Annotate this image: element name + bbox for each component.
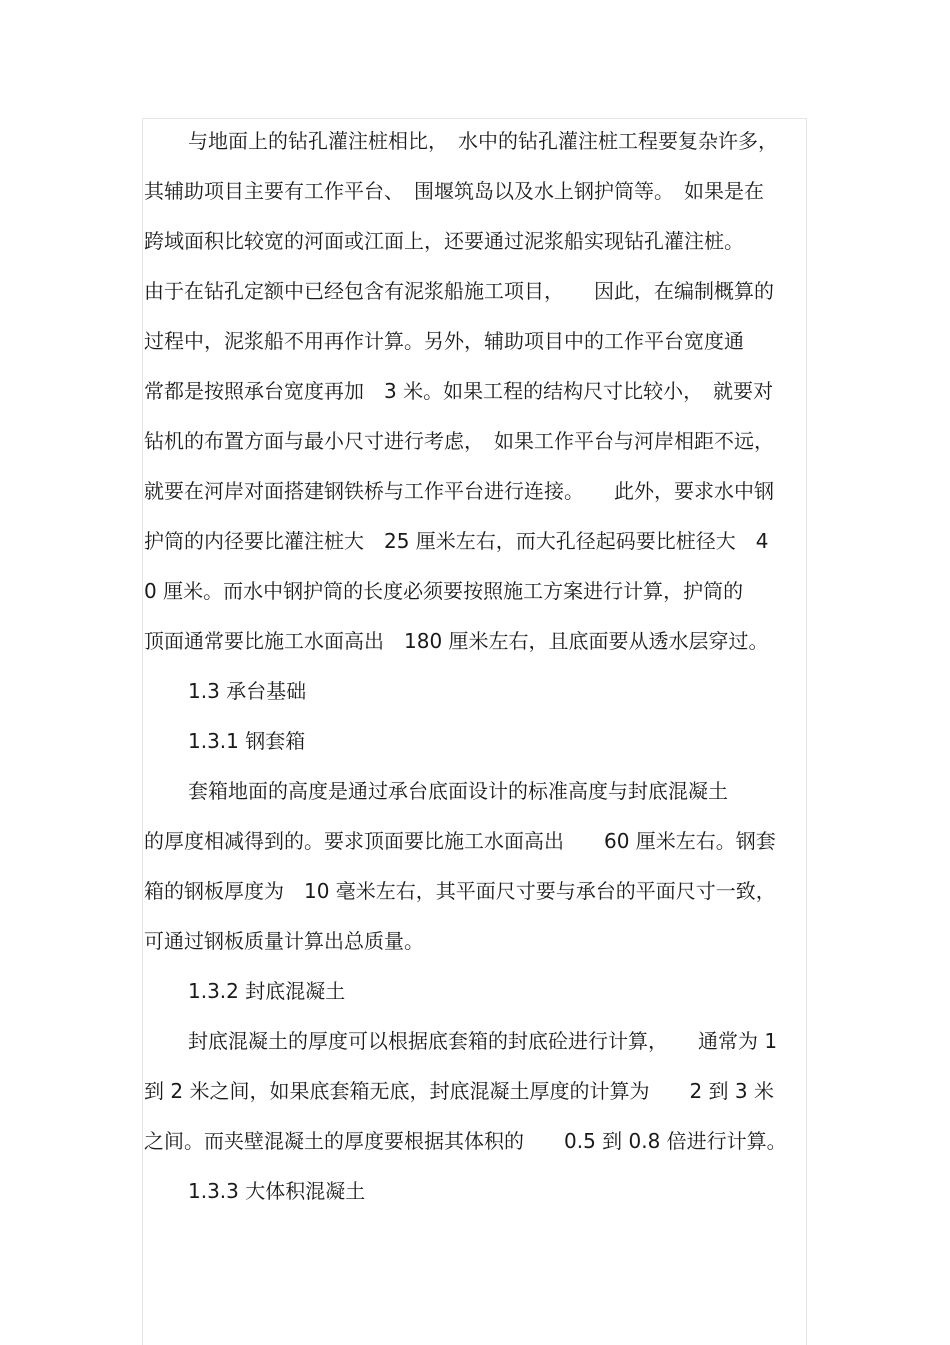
paragraph-line: 顶面通常要比施工水面高出 180 厘米左右，且底面要从透水层穿过。 xyxy=(144,629,769,653)
paragraph-line: 可通过钢板质量计算出总质量。 xyxy=(144,929,424,953)
paragraph-line: 钻机的布置方面与最小尺寸进行考虑， 如果工作平台与河岸相距不远， xyxy=(144,429,774,453)
paragraph-line: 与地面上的钻孔灌注桩相比， 水中的钻孔灌注桩工程要复杂许多， xyxy=(188,129,778,153)
paragraph-line: 常都是按照承台宽度再加 3 米。如果工程的结构尺寸比较小， 就要对 xyxy=(144,379,774,403)
paragraph-line: 由于在钻孔定额中已经包含有泥浆船施工项目， 因此，在编制概算的 xyxy=(144,279,774,303)
paragraph-line: 0 厘米。而水中钢护筒的长度必须要按照施工方案进行计算，护筒的 xyxy=(144,579,744,603)
paragraph-line: 封底混凝土的厚度可以根据底套箱的封底砼进行计算， 通常为 1 xyxy=(188,1029,778,1053)
paragraph-line: 到 2 米之间，如果底套箱无底，封底混凝土厚度的计算为 2 到 3 米 xyxy=(144,1079,774,1103)
paragraph-line: 的厚度相减得到的。要求顶面要比施工水面高出 60 厘米左右。钢套 xyxy=(144,829,776,853)
paragraph-line: 跨域面积比较宽的河面或江面上，还要通过泥浆船实现钻孔灌注桩。 xyxy=(144,229,744,253)
subsection-heading: 1.3.2 封底混凝土 xyxy=(188,979,346,1003)
paragraph-line: 其辅助项目主要有工作平台、 围堰筑岛以及水上钢护筒等。 如果是在 xyxy=(144,179,764,203)
paragraph-line: 过程中，泥浆船不用再作计算。另外，辅助项目中的工作平台宽度通 xyxy=(144,329,744,353)
paragraph-line: 箱的钢板厚度为 10 毫米左右，其平面尺寸要与承台的平面尺寸一致， xyxy=(144,879,776,903)
subsection-heading: 1.3.1 钢套箱 xyxy=(188,729,306,753)
section-heading: 1.3 承台基础 xyxy=(188,679,307,703)
paragraph-line: 护筒的内径要比灌注桩大 25 厘米左右，而大孔径起码要比桩径大 4 xyxy=(144,529,769,553)
paragraph-line: 套箱地面的高度是通过承台底面设计的标准高度与封底混凝土 xyxy=(188,779,728,803)
subsection-heading: 1.3.3 大体积混凝土 xyxy=(188,1179,366,1203)
paragraph-line: 就要在河岸对面搭建钢铁桥与工作平台进行连接。 此外，要求水中钢 xyxy=(144,479,774,503)
paragraph-line: 之间。而夹壁混凝土的厚度要根据其体积的 0.5 到 0.8 倍进行计算。 xyxy=(144,1129,787,1153)
